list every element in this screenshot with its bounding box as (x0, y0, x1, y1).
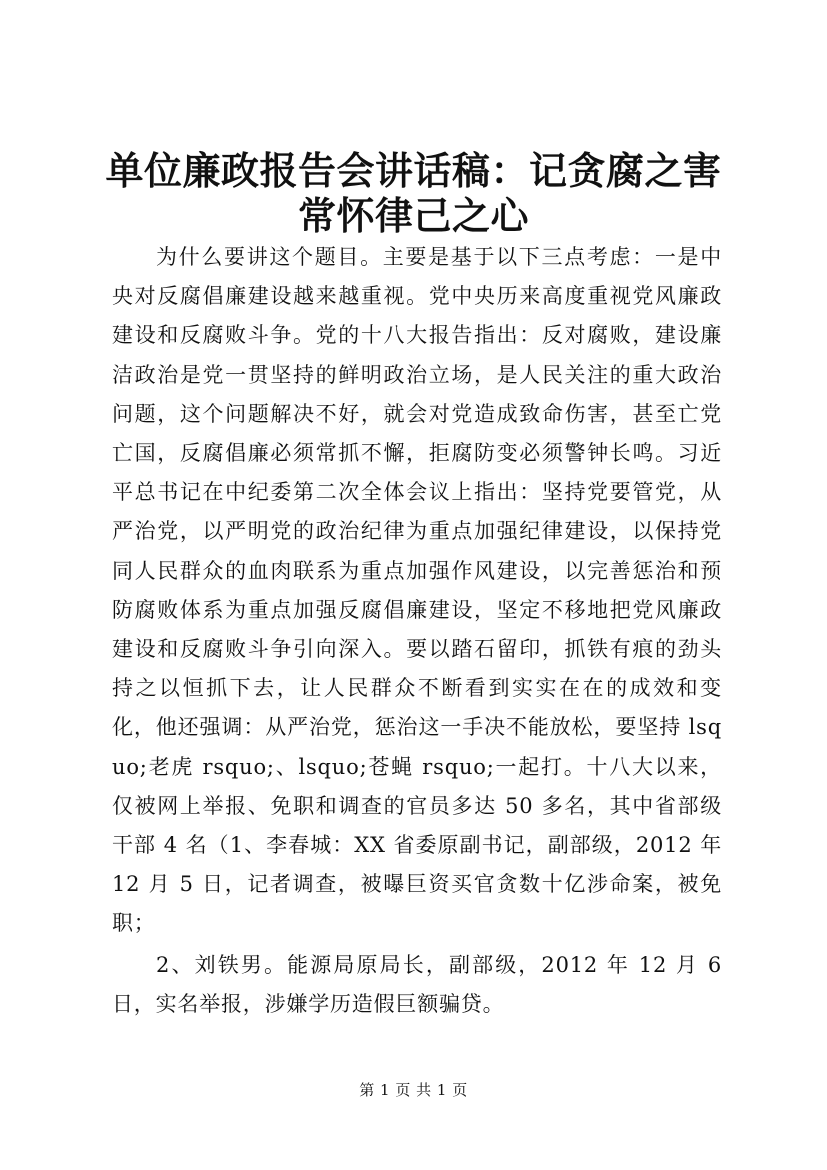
page-footer: 第 1 页 共 1 页 (359, 1081, 468, 1099)
body-paragraph-1: 为什么要讲这个题目。主要是基于以下三点考虑：一是中央对反腐倡廉建设越来越重视。党中央历来高度重视党风廉政建设和反腐败斗争。党的十八大报告指出：反对腐败，建设廉洁政治是党一贯坚持的鲜明政治立场，是人民关注的重大政治问题，这个问题解决不好，就会对党造成致命伤害，甚至亡党亡国，反腐倡廉必须常抓不懈，拒腐防变必须警钟长鸣。习近平总书记在中纪委第二次全体会议上指出：坚持党要管党，从严治党，以严明党的政治纪律为重点加强纪律建设，以保持党同人民群众的血肉联系为重点加强作风建设，以完善惩治和预防腐败体系为重点加强反腐倡廉建设，坚定不移地把党风廉政建设和反腐败斗争引向深入。要以踏石留印，抓铁有痕的劲头持之以恒抓下去，让人民群众不断看到实实在在的成效和变化，他还强调：从严治党，惩治这一手决不能放松，要坚持 lsquo;老虎 rsquo;、lsquo;苍蝇 rsquo;一起打。十八大以来，仅被网上举报、免职和调查的官员多达 50 多名，其中省部级干部 4 名（1、李春城：XX 省委原副书记，副部级，2012 年 12 月 5 日，记者调查，被曝巨资买官贪数十亿涉命案，被免职； (112, 245, 722, 936)
document-title: 单位廉政报告会讲话稿：记贪腐之害常怀律己之心 (105, 148, 722, 238)
document-body (112, 238, 722, 1024)
body-paragraph-2: 2、刘铁男。能源局原局长，副部级，2012 年 12 月 6 日，实名举报，涉嫌学历造假巨额骗贷。 (112, 952, 722, 1016)
